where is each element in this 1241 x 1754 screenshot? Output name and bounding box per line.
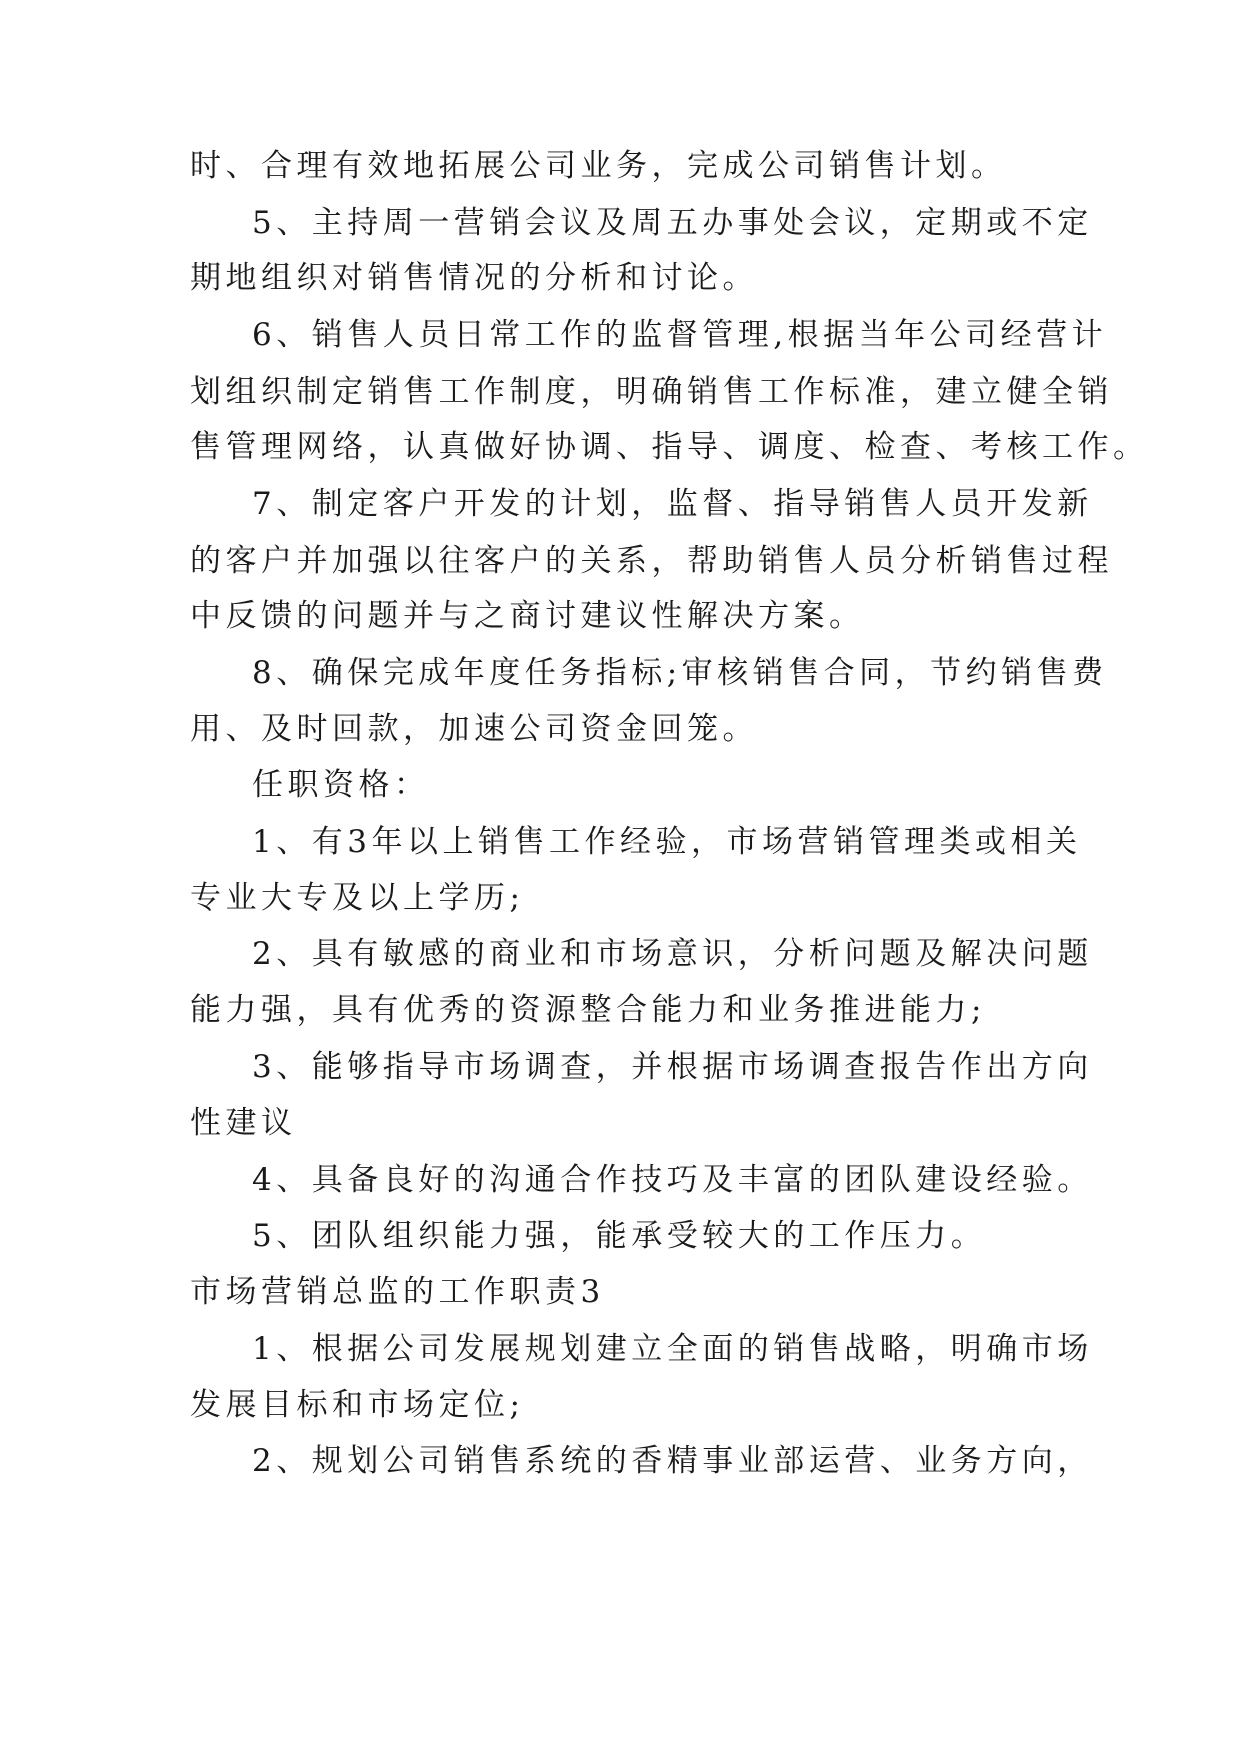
paragraph-line: 1、根据公司发展规划建立全面的销售战略，明确市场 — [252, 1331, 1093, 1367]
paragraph-line: 5、团队组织能力强，能承受较大的工作压力。 — [252, 1218, 987, 1254]
paragraph-line: 1、有3年以上销售工作经验，市场营销管理类或相关 — [252, 824, 1082, 860]
paragraph-line: 3、能够指导市场调查，并根据市场调查报告作出方向 — [252, 1049, 1093, 1085]
paragraph-line: 2、具有敏感的商业和市场意识，分析问题及解决问题 — [252, 936, 1093, 972]
section-title: 市场营销总监的工作职责3 — [190, 1274, 605, 1310]
section-heading: 任职资格： — [252, 767, 430, 803]
paragraph-line: 划组织制定销售工作制度，明确销售工作标准，建立健全销 — [190, 374, 1113, 410]
paragraph-line: 8、确保完成年度任务指标;审核销售合同，节约销售费 — [252, 655, 1108, 691]
paragraph-line: 2、规划公司销售系统的香精事业部运营、业务方向， — [252, 1443, 1093, 1479]
paragraph-line: 5、主持周一营销会议及周五办事处会议，定期或不定 — [252, 205, 1093, 241]
paragraph-line: 能力强，具有优秀的资源整合能力和业务推进能力; — [190, 992, 986, 1028]
paragraph-line: 中反馈的问题并与之商讨建议性解决方案。 — [190, 598, 865, 634]
paragraph-line: 6、销售人员日常工作的监督管理,根据当年公司经营计 — [252, 317, 1108, 353]
paragraph-line: 发展目标和市场定位; — [190, 1387, 525, 1423]
paragraph-line: 性建议 — [190, 1105, 297, 1141]
paragraph-line: 专业大专及以上学历; — [190, 880, 525, 916]
paragraph-line: 7、制定客户开发的计划，监督、指导销售人员开发新 — [252, 486, 1093, 522]
paragraph-line: 售管理网络，认真做好协调、指导、调度、检查、考核工作。 — [190, 429, 1149, 465]
paragraph-line: 用、及时回款，加速公司资金回笼。 — [190, 711, 758, 747]
paragraph-line: 4、具备良好的沟通合作技巧及丰富的团队建设经验。 — [252, 1162, 1093, 1198]
paragraph-line: 时、合理有效地拓展公司业务，完成公司销售计划。 — [190, 148, 1007, 184]
paragraph-line: 的客户并加强以往客户的关系，帮助销售人员分析销售过程 — [190, 543, 1113, 579]
paragraph-line: 期地组织对销售情况的分析和讨论。 — [190, 260, 758, 296]
